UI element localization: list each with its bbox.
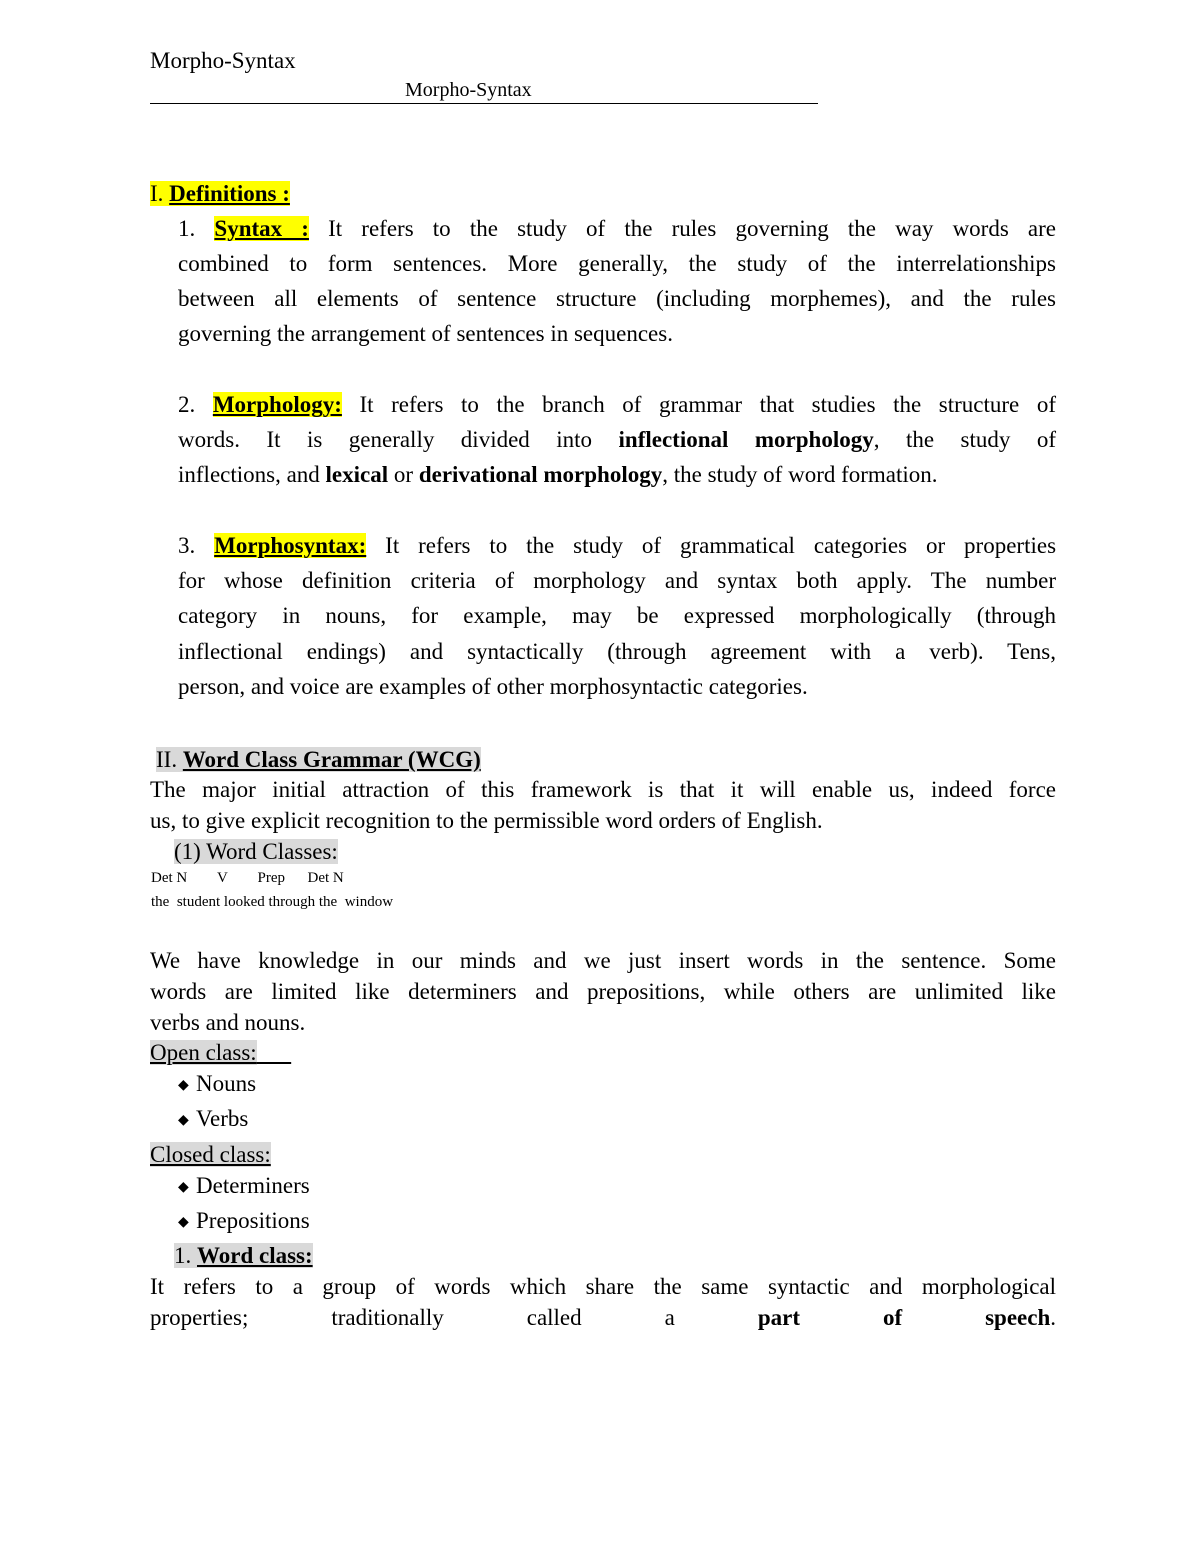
bullet-icon: ◆ bbox=[178, 1180, 189, 1196]
morphosyntax-definition-line2: for whose definition criteria of morphology and syntax both apply. The number bbox=[178, 568, 1056, 593]
list-item-determiners: ◆ Determiners bbox=[178, 1168, 310, 1205]
para-line1: We have knowledge in our minds and we just insert words in the sentence. Some bbox=[150, 948, 1056, 973]
list-item-prepositions: ◆ Prepositions bbox=[178, 1203, 310, 1240]
word-classes-subheading: (1) Word Classes: bbox=[174, 839, 338, 864]
section1-heading: I. Definitions : bbox=[150, 181, 290, 206]
morphology-definition-line2: words. It is generally divided into inflectional morphology, the study of bbox=[178, 427, 1056, 452]
term-morphology: Morphology: bbox=[212, 392, 342, 417]
section2-intro-line2: us, to give explicit recognition to the permissible word orders of English. bbox=[150, 808, 823, 833]
bullet-icon: ◆ bbox=[178, 1078, 189, 1094]
example-sentence: the student looked through the window bbox=[151, 894, 394, 910]
word-class-heading: 1. Word class: bbox=[174, 1243, 313, 1268]
syntax-definition-line1: 1. Syntax : It refers to the study of the rules governing the way words are bbox=[178, 216, 1057, 241]
morphosyntax-definition-line5: person, and voice are examples of other morphosyntactic categories. bbox=[178, 674, 808, 699]
morphology-definition-line1: 2. Morphology: It refers to the branch of grammar that studies the structure of bbox=[178, 392, 1056, 417]
list-item-nouns: ◆ Nouns bbox=[178, 1066, 256, 1103]
term-morphosyntax: Morphosyntax: bbox=[214, 533, 367, 558]
syntax-definition-line4: governing the arrangement of sentences in sequences. bbox=[178, 321, 673, 346]
para-line3: verbs and nouns. bbox=[150, 1010, 306, 1035]
list-item-verbs: ◆ Verbs bbox=[178, 1101, 248, 1138]
morphosyntax-definition-line3: category in nouns, for example, may be expressed morphologically (through bbox=[178, 603, 1056, 628]
syntax-definition-line3: between all elements of sentence structure (including morphemes), and the rules bbox=[178, 286, 1056, 311]
section2-heading: II. Word Class Grammar (WCG) bbox=[156, 747, 481, 772]
bullet-icon: ◆ bbox=[178, 1215, 189, 1231]
morphosyntax-definition-line4: inflectional endings) and syntactically (through agreement with a verb). Tens, bbox=[178, 639, 1056, 664]
para-line2: words are limited like determiners and prepositions, while others are unlimited like bbox=[150, 979, 1056, 1004]
header-title-left: Morpho-Syntax bbox=[150, 48, 296, 73]
morphology-definition-line3: inflections, and lexical or derivational morphology, the study of word formation. bbox=[178, 462, 938, 487]
open-class-label: Open class: bbox=[150, 1040, 257, 1065]
word-class-line2: properties; traditionally called a part of speech. bbox=[150, 1305, 1056, 1330]
morphosyntax-definition-line1: 3. Morphosyntax: It refers to the study of grammatical categories or properties bbox=[178, 533, 1057, 558]
syntax-definition-line2: combined to form sentences. More generally, the study of the interrelationships bbox=[178, 251, 1056, 276]
header-title-center: Morpho-Syntax bbox=[405, 79, 532, 101]
word-class-line1: It refers to a group of words which share the same syntactic and morphological bbox=[150, 1274, 1056, 1299]
section2-intro-line1: The major initial attraction of this framework is that it will enable us, indeed force bbox=[150, 777, 1056, 802]
closed-class-label: Closed class: bbox=[150, 1142, 271, 1167]
term-syntax: Syntax : bbox=[214, 216, 309, 241]
tag-line: Det N V Prep Det N bbox=[151, 870, 344, 886]
bullet-icon: ◆ bbox=[178, 1113, 189, 1129]
header-rule bbox=[150, 81, 818, 104]
